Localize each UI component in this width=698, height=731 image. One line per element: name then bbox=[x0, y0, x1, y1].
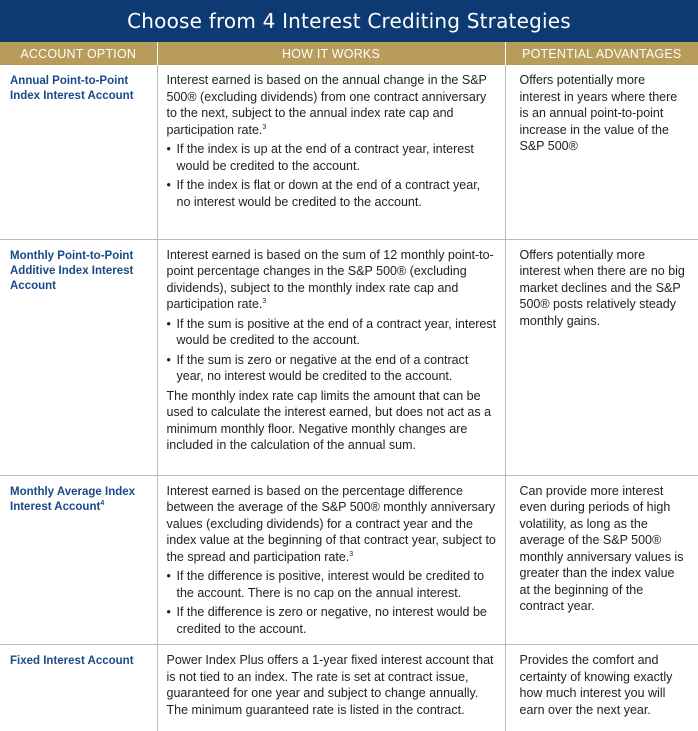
how-it-works-intro: Interest earned is based on the annual change in the S&P 500® (excluding dividends) from one contract anniversary to the next, subject to the annual index rate cap and participation rate.$^3$ bbox=[166, 73, 487, 137]
table-row bbox=[0, 239, 698, 475]
bullet-icon: • bbox=[166, 142, 171, 156]
how-it-works-cell bbox=[157, 239, 505, 475]
account-option-name: Monthly Point-to-Point Additive Index Interest Account bbox=[10, 249, 134, 292]
potential-advantages-cell: Offers potentially more interest when there are no big market declines and the S&P 500® posts relatively steady monthly gains. bbox=[505, 239, 698, 475]
potential-advantages-cell: Offers potentially more interest in years where there is an annual point-to-point increase in the value of the S&P 500® bbox=[505, 65, 698, 239]
option-footnote: 4 bbox=[100, 499, 105, 507]
table-row bbox=[0, 475, 698, 645]
account-option-cell bbox=[0, 65, 157, 239]
list-item: • If the sum is zero or negative at the end of a contract year, no interest would be credited to the account. bbox=[166, 352, 469, 383]
account-option-cell bbox=[0, 645, 157, 731]
header-how-it-works: HOW IT WORKS bbox=[157, 42, 505, 65]
account-option-name: Annual Point-to-Point Index Interest Account bbox=[10, 75, 134, 102]
account-option-cell bbox=[0, 239, 157, 475]
header-row bbox=[0, 42, 698, 65]
bullet-icon: • bbox=[166, 569, 171, 583]
list-item: • If the index is up at the end of a contract year, interest would be credited to the account. bbox=[166, 142, 474, 173]
list-item: • If the difference is zero or negative, no interest would be credited to the account. bbox=[166, 605, 487, 636]
list-item: • If the difference is positive, interest would be credited to the account. There is no cap on the annual interest. bbox=[166, 569, 485, 600]
how-it-works-note: The monthly index rate cap limits the amount that can be used to calculate the interest earned, but does not act as a minimum monthly floor. Negative monthly changes are included in the calculation of the annual sum. bbox=[166, 388, 492, 452]
bullet-icon: • bbox=[166, 178, 171, 192]
account-option-cell bbox=[0, 475, 157, 645]
bullet-icon: • bbox=[166, 316, 171, 331]
table-row bbox=[0, 65, 698, 239]
strategies-table bbox=[0, 42, 698, 731]
how-it-works-cell bbox=[157, 645, 505, 731]
how-it-works-intro: Interest earned is based on the percentage difference between the average of the S&P 500® monthly anniversary values (excluding dividends) for a contract year and the index value at the beginning of that contract year, subject to the spread and participation rate.$^3$ bbox=[166, 483, 496, 564]
how-it-works-intro: Interest earned is based on the sum of 12 monthly point-to-point percentage changes in the S&P 500® (excluding dividends), subject to the monthly index rate cap and participation rate.$^3$ bbox=[166, 247, 494, 311]
header-potential-advantages: POTENTIAL ADVANTAGES bbox=[505, 42, 698, 65]
list-item: • If the sum is positive at the end of a contract year, interest would be credited to the account. bbox=[166, 316, 497, 347]
page-title: Choose from 4 Interest Crediting Strategies bbox=[0, 0, 698, 42]
potential-advantages-cell: Can provide more interest even during periods of high volatility, as long as the average of the S&P 500® monthly anniversary values is greater than the index value at the beginning of the contract year. bbox=[505, 475, 698, 645]
list-item: • If the index is flat or down at the end of a contract year, no interest would be credited to the account. bbox=[166, 178, 481, 209]
account-option-name: Fixed Interest Account bbox=[10, 655, 134, 667]
how-it-works-cell bbox=[157, 65, 505, 239]
potential-advantages-cell: Provides the comfort and certainty of knowing exactly how much interest you will earn over the next year. bbox=[519, 653, 673, 717]
how-it-works-intro: Power Index Plus offers a 1-year fixed interest account that is not tied to an index. The rate is set at contract issue, guaranteed for one year and subject to change annually. The minimum guaranteed rate is listed in the contract. bbox=[166, 653, 494, 717]
account-option-name: Monthly Average Index Interest Account bbox=[10, 485, 136, 513]
header-account-option: ACCOUNT OPTION bbox=[0, 42, 157, 65]
how-it-works-cell bbox=[157, 475, 505, 645]
bullet-icon: • bbox=[166, 605, 171, 619]
table-row bbox=[0, 645, 698, 731]
bullet-icon: • bbox=[166, 352, 171, 367]
